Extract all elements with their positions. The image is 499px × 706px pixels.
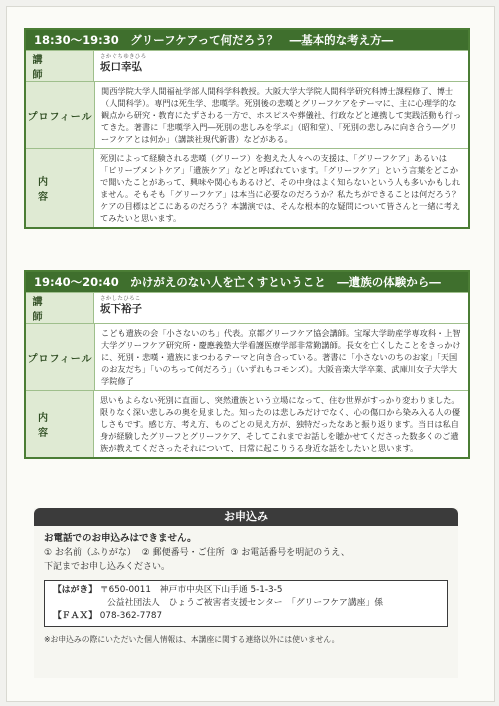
session-2-content-row [26, 390, 468, 457]
application-box [34, 508, 458, 678]
profile-label: プロフィール [26, 324, 95, 390]
postcard-label: 【はがき】 [53, 585, 97, 595]
content-text: 思いもよらない死別に直面し、突然遺族という立場になって、住む世界がすっかり変わりました。限りなく深い悲しみの奥を見ました。知ったのは悲しみだけでなく、心の傷口から染み入る人の優しさもです。感じ方、考え方、ものごとの見え方が、独特だったなあと振り返ります。当日は私自身が経験したグリーフとグリーフケア、そしてこれまでお話しを聴かせてくださった数多くのご遺族が教えてくださったそれについて、日常に起こりうる身近な話をしたいと思います。 [100, 395, 461, 453]
application-body [34, 526, 458, 653]
session-2-profile-row [26, 323, 468, 390]
content-label: 内 容 [26, 391, 94, 457]
profile-text: こども遺族の会「小さないのち」代表。京都グリーフケア協会講師。宝塚大学助産学専攻科・上智大学グリーフケア研究所・慶應義塾大学看護医療学部非常勤講師。長女を亡くしたことをきっかけに、死別・悲嘆・遺族にまつわるテーマと向き合っている。著書に「小さないのちのお家」「天国のお友だち」「いのちって何だろう」（いずれもコモンズ）。大阪音楽大学卒業、武庫川女子大学大学院修了 [101, 328, 461, 386]
lecturer-name: 坂口幸弘 [100, 61, 142, 73]
required-item-name: ① お名前（ふりがな） [44, 548, 136, 558]
session-2 [24, 270, 470, 459]
session-1-content-row [26, 148, 468, 227]
profile-text: 関西学院大学人間福祉学部人間科学科教授。大阪大学大学院人間科学研究科博士課程修了、博士（人間科学）。専門は死生学、悲嘆学。死別後の悲嘆とグリーフケアをテーマに、主に心理学的な観点から研究・教育にたずさわる一方で、ホスピスや葬儀社、行政などと連携して実践活動も行ってきた。著書に「悲嘆学入門―死別の悲しみを学ぶ」（昭和堂）、「死別の悲しみに向き合う―グリーフケアとは何か」（講談社現代新書）などがある。 [101, 86, 462, 144]
required-items-suffix: を明記のうえ、 [286, 548, 350, 558]
session-1 [24, 28, 470, 229]
lecturer-value [94, 51, 468, 81]
privacy-note: ※お申込みの際にいただいた個人情報は、本講座に関する連絡以外には使いません。 [44, 635, 340, 644]
address-box [44, 580, 448, 627]
fax-number: 078-362-7787 [99, 611, 163, 621]
session-2-lecturer-row [26, 292, 468, 323]
content-text: 死別によって経験される悲嘆（グリーフ）を抱えた人々への支援は、「グリーフケア」あるいは「ビリーブメントケア」「遺族ケア」などと呼ばれています。「グリーフケア」という言葉をどこかで聞いたことがあって、興味や関心もあるけど、その中身はよく知らないという人も多いかもしれません。そもそも「グリーフケア」は本当に必要なのだろうか？私たちができることは何だろう？ケアの目標はどこにあるのだろう？本講演では、そんな根本的な疑問について皆さんと一緒に考えてみたいと思います。 [100, 153, 461, 223]
fax-line [53, 610, 439, 623]
required-item-address: ② 郵便番号・ご住所 [141, 548, 225, 558]
content-label: 内 容 [26, 149, 94, 227]
lecturer-label: 講 師 [26, 293, 94, 323]
session-1-header: 18:30〜19:30 グリーフケアって何だろう？ ―基本的な考え方― [26, 30, 468, 50]
postcard-address: 〒650-0011 神戸市中央区下山手通 5-1-3-5 [99, 585, 283, 595]
session-1-profile-row [26, 81, 468, 148]
lecturer-label: 講 師 [26, 51, 94, 81]
application-title: お申込み [34, 508, 458, 526]
profile-label: プロフィール [26, 82, 95, 148]
lecturer-name: 坂下裕子 [100, 303, 142, 315]
lecturer-value [94, 293, 468, 323]
no-phone-note: お電話でのお申込みはできません。 [44, 533, 197, 544]
required-items [44, 546, 448, 560]
postcard-line [53, 584, 439, 597]
fax-label: 【ＦＡＸ】 [53, 611, 97, 621]
session-2-header: 19:40〜20:40 かけがえのない人を亡くすということ ―遺族の体験から― [26, 272, 468, 292]
session-1-lecturer-row [26, 50, 468, 81]
lecturer-ruby: さかぐちゆきひろ [100, 54, 147, 60]
required-item-phone: ③ お電話番号 [230, 548, 287, 558]
postcard-org: 公益社団法人 ひょうご被害者支援センター 「グリーフケア講座」係 [107, 598, 384, 608]
lecturer-ruby: さかしたひろこ [100, 296, 141, 302]
send-instruction: 下記までお申し込みください。 [44, 562, 171, 572]
